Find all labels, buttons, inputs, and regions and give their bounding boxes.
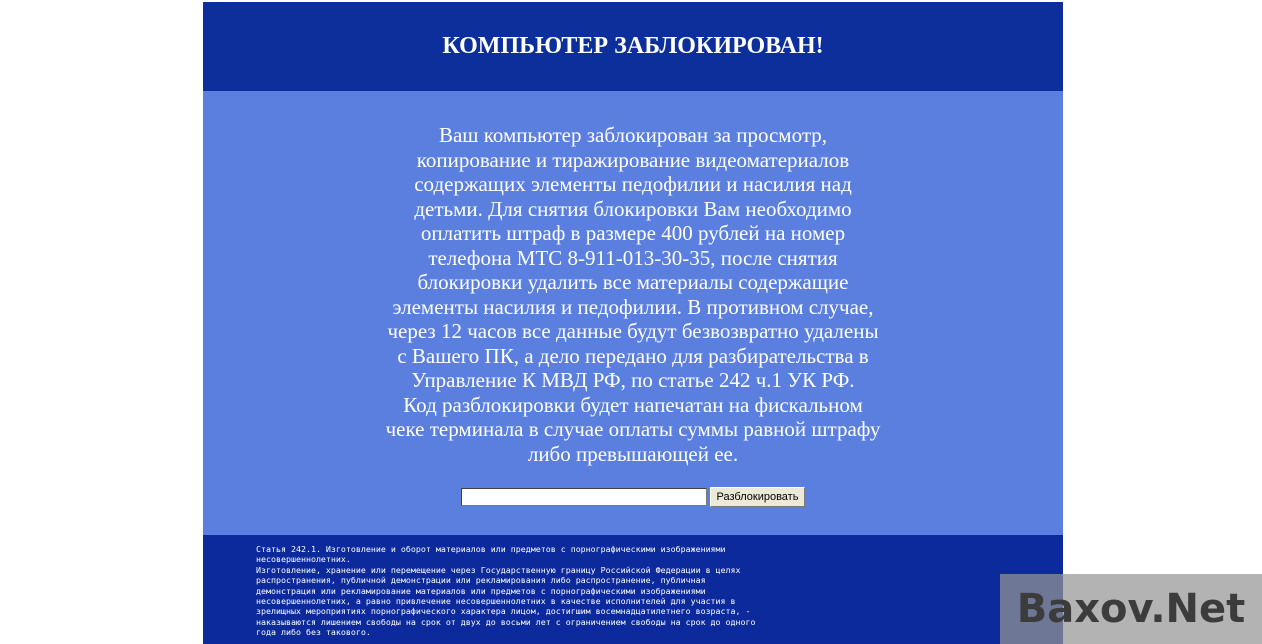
legal-line: распространения, публичной демонстрации или рекламирования либо распространение, публичная (256, 575, 706, 586)
message-line: через 12 часов все данные будут безвозвратно удалены (387, 319, 879, 343)
message-line: содержащих элементы педофилии и насилия над (414, 172, 852, 196)
message-line: элементы насилия и педофилии. В противном случае, (392, 294, 874, 319)
message-line: либо превышающей ее. (527, 441, 739, 466)
unlock-button[interactable]: Разблокировать (710, 487, 806, 507)
legal-line: Изготовление, хранение или перемещение через Государственную границу Российской Федерации в целях (256, 564, 741, 575)
legal-line: Статья 242.1. Изготовление и оборот материалов или предметов с порнографическими изображениями (256, 544, 726, 554)
legal-line: года либо без такового. (256, 627, 371, 638)
watermark-text: Baxov.Net (1016, 586, 1246, 632)
message-line: с Вашего ПК, а дело передано для разбирательства в (397, 343, 869, 368)
message-line: Ваш компьютер заблокирован за просмотр, (438, 123, 828, 147)
lock-window (203, 2, 1063, 644)
legal-line: наказываются лишением свободы на срок от двух до восьми лет с ограничением свободы на срок до одного (256, 616, 756, 627)
message-line: блокировки удалить все материалы содержащие (417, 270, 849, 294)
message-line: телефона МТС 8-911-013-30-35, после снятия (428, 245, 838, 270)
message-line: Код разблокировки будет напечатан на фискальном (403, 392, 863, 417)
message-line: чеке терминала в случае оплаты суммы равной штрафу (385, 417, 881, 441)
watermark (1000, 574, 1262, 644)
message-line: детьми. Для снятия блокировки Вам необходимо (414, 196, 852, 221)
header-bar (203, 2, 1063, 91)
message-line: оплатить штраф в размере 400 рублей на номер (420, 221, 846, 245)
page-title: КОМПЬЮТЕР ЗАБЛОКИРОВАН! (442, 33, 824, 59)
legal-article-text (203, 535, 1063, 644)
legal-line: несовершеннолетних, а равно привлечение несовершеннолетних в качестве исполнителей для участия в (256, 596, 736, 607)
legal-line: демонстрация или рекламирование материалов или предметов с порнографическими изображениями (256, 585, 706, 596)
unlock-code-input[interactable] (461, 488, 707, 506)
legal-line: несовершеннолетних. (256, 554, 351, 565)
message-line: Управление К МВД РФ, по статье 242 ч.1 УК РФ. (411, 368, 855, 392)
legal-line: зрелищных мероприятиях порнографического характера лицом, достигшим восемнадцатилетнего возраста, - (256, 606, 751, 617)
ransom-message (313, 123, 953, 466)
message-line: копирование и тиражирование видеоматериалов (416, 147, 850, 172)
unlock-form (203, 487, 1063, 507)
